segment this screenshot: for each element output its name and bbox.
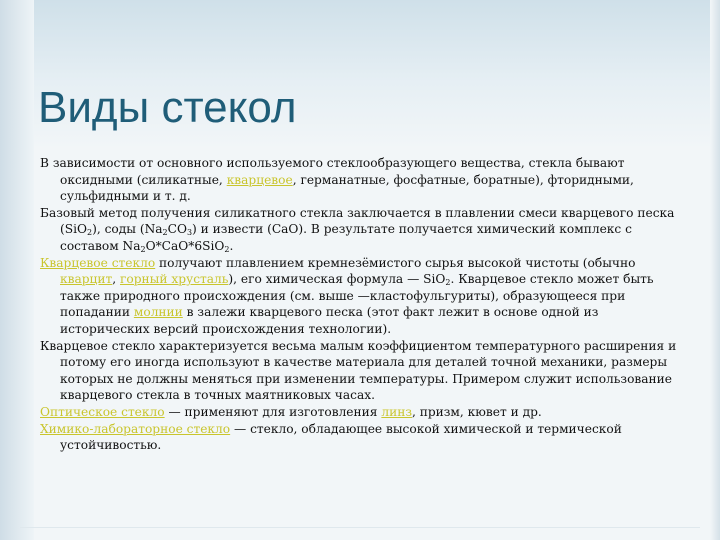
text: ), соды (Na bbox=[92, 222, 163, 237]
text: , призм, кювет и др. bbox=[411, 404, 542, 419]
left-decor-band bbox=[0, 0, 34, 540]
text: — стекло, обладающее высокой химической и термической устойчивостью. bbox=[60, 421, 622, 453]
text: ) и извести (CaO). В результате получается химический комплекс с составом Na bbox=[60, 222, 632, 253]
paragraph-quartz-glass bbox=[40, 255, 685, 338]
paragraph-thermal-expansion bbox=[40, 338, 685, 404]
paragraph-production-method bbox=[40, 205, 685, 255]
text: . Кварцевое стекло может быть также природного происхождения (см. выше —кластофульгуриты), образующееся при попадании bbox=[60, 272, 654, 320]
subscript: 2 bbox=[224, 244, 230, 254]
text: В зависимости от основного используемого стеклообразующего вещества, стекла бывают оксидными (силикатные, bbox=[40, 156, 625, 187]
text: Кварцевое стекло характеризуется весьма малым коэффициентом температурного расширения и потому его иногда используют в качестве материала для деталей точной механики, размеры которых не должны меняться при изменении температуры. Примером служит использование кварцевого стекла в точных маятниковых часах. bbox=[40, 338, 677, 403]
link-optical-glass[interactable]: Оптическое стекло bbox=[40, 404, 165, 419]
paragraph-glass-types bbox=[40, 155, 685, 205]
link-lightning[interactable]: молнии bbox=[133, 305, 183, 320]
text: O*CaO*6SiO bbox=[145, 238, 225, 253]
subscript: 2 bbox=[162, 228, 168, 238]
slide-body bbox=[40, 155, 685, 454]
text: , германатные, фосфатные, боратные), фторидными, сульфидными и т. д. bbox=[60, 172, 634, 204]
paragraph-lab-glass bbox=[40, 421, 685, 454]
text: . bbox=[229, 238, 234, 253]
subscript: 2 bbox=[445, 278, 451, 288]
paragraph-optical-glass bbox=[40, 404, 685, 421]
text: в залежи кварцевого песка (этот факт лежит в основе одной из исторических версий происхождения технологии). bbox=[60, 305, 599, 336]
link-quartz[interactable]: кварцевое bbox=[226, 172, 293, 187]
subscript: 2 bbox=[140, 244, 146, 254]
text: — применяют для изготовления bbox=[164, 404, 382, 419]
link-lab-glass[interactable]: Химико-лабораторное стекло bbox=[40, 421, 231, 436]
text: получают плавлением кремнезёмистого сырья высокой чистоты (обычно bbox=[155, 255, 636, 270]
slide-title: Виды стекол bbox=[38, 83, 297, 132]
footer-divider bbox=[20, 527, 700, 528]
text: ), его химическая формула — SiO bbox=[228, 272, 446, 287]
subscript: 2 bbox=[87, 228, 93, 238]
text: , bbox=[112, 272, 120, 287]
link-rock-crystal[interactable]: горный хрусталь bbox=[120, 272, 229, 287]
link-quartzite[interactable]: кварцит bbox=[60, 272, 113, 287]
link-lenses[interactable]: линз bbox=[381, 404, 412, 419]
right-decor-band bbox=[710, 0, 720, 540]
text: CO bbox=[167, 222, 187, 237]
subscript: 3 bbox=[186, 228, 193, 238]
text: Базовый метод получения силикатного стекла заключается в плавлении смеси кварцевого песка (SiO bbox=[40, 205, 675, 237]
link-quartz-glass[interactable]: Кварцевое стекло bbox=[40, 255, 156, 270]
